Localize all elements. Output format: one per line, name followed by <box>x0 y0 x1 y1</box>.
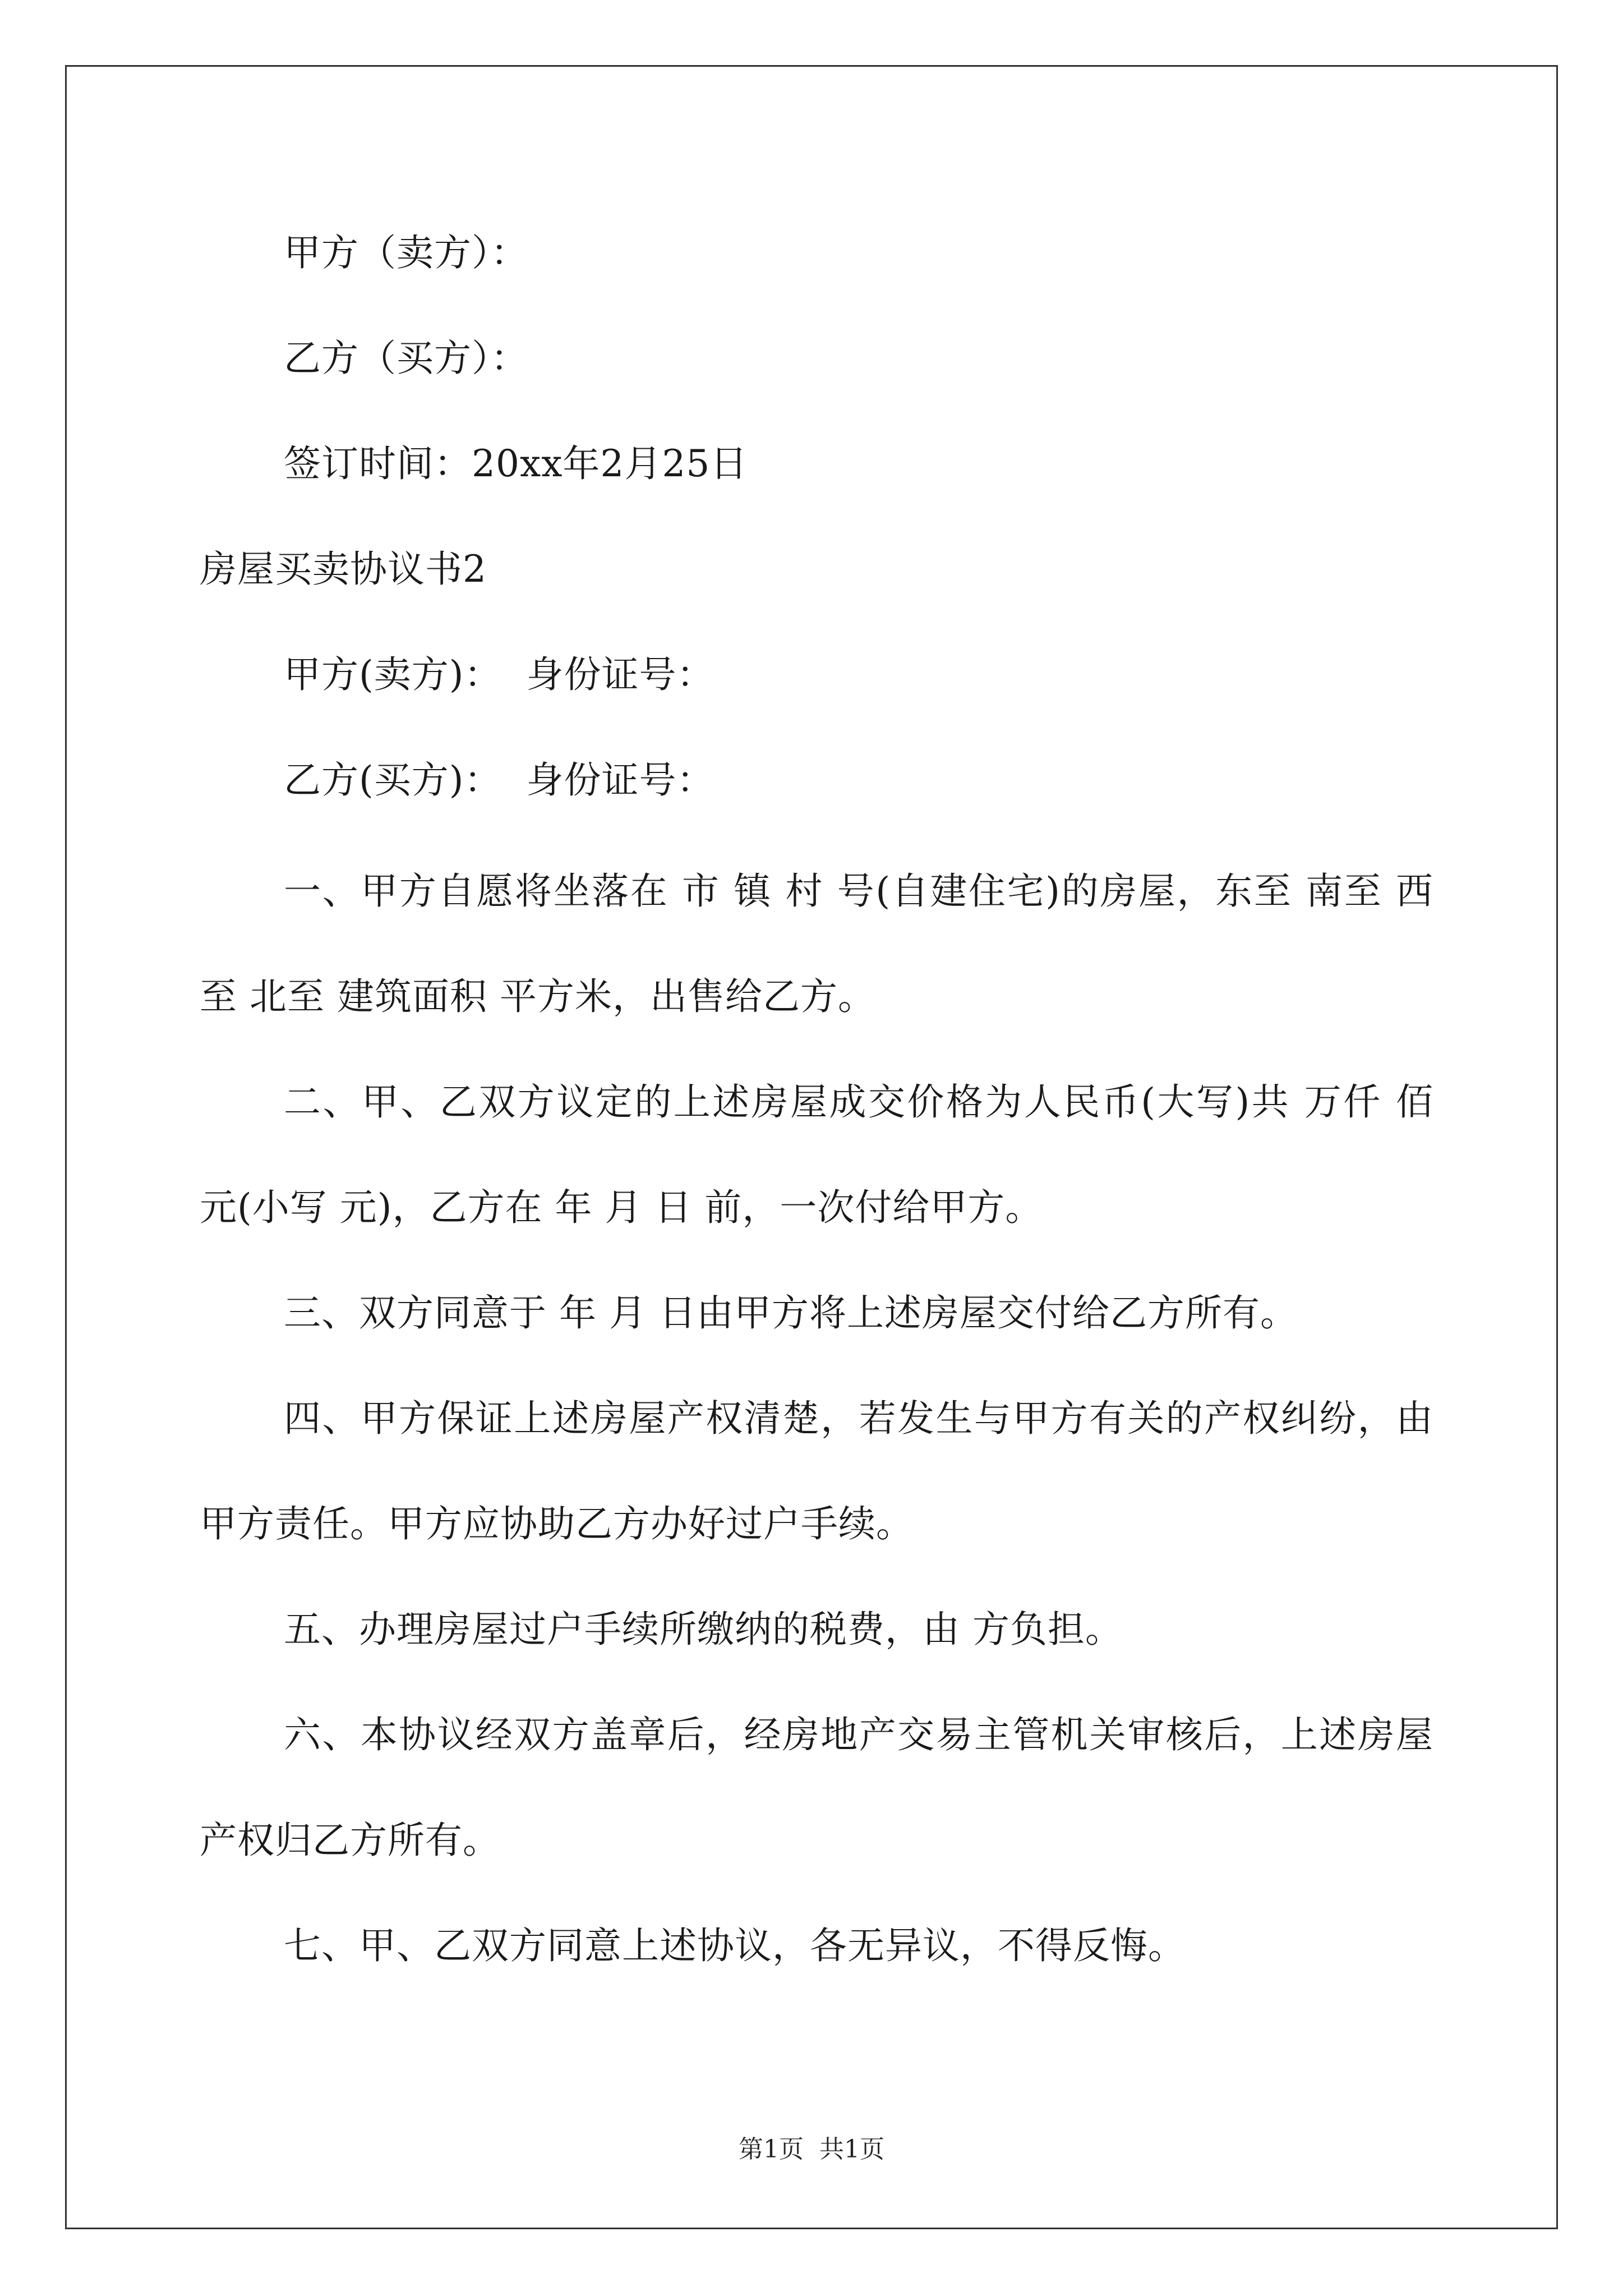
party-a-id-label: 甲方(卖方)： 身份证号： <box>284 653 714 696</box>
clause-5: 五、办理房屋过户手续所缴纳的税费，由 方负担。 <box>284 1608 1123 1651</box>
clause-1: 一、甲方自愿将坐落在 市 镇 村 号(自建住宅)的房屋，东至 南至 西至 北至 建筑面积 平方米，出售给乙方。 <box>200 869 1433 1018</box>
clause-6: 六、本协议经双方盖章后，经房地产交易主管机关审核后，上述房屋产权归乙方所有。 <box>200 1713 1433 1862</box>
section-title: 房屋买卖协议书2 <box>200 547 487 591</box>
party-b-label: 乙方（买方）： <box>284 337 528 380</box>
clause-2: 二、甲、乙双方议定的上述房屋成交价格为人民币(大写)共 万仟 佰 元(小写 元)，乙方在 年 月 日 前，一次付给甲方。 <box>200 1080 1433 1229</box>
party-b-id-label: 乙方(买方)： 身份证号： <box>284 758 714 802</box>
clause-3: 三、双方同意于 年 月 日由甲方将上述房屋交付给乙方所有。 <box>284 1291 1298 1335</box>
clause-4: 四、甲方保证上述房屋产权清楚，若发生与甲方有关的产权纠纷，由甲方责任。甲方应协助乙方办好过户手续。 <box>200 1397 1433 1545</box>
party-a-label: 甲方（卖方）： <box>284 231 528 274</box>
signing-date: 签订时间：20xx年2月25日 <box>284 442 748 485</box>
page-indicator: 第1页 共1页 <box>739 2135 884 2164</box>
clause-7: 七、甲、乙双方同意上述协议，各无异议，不得反悔。 <box>284 1924 1186 1967</box>
